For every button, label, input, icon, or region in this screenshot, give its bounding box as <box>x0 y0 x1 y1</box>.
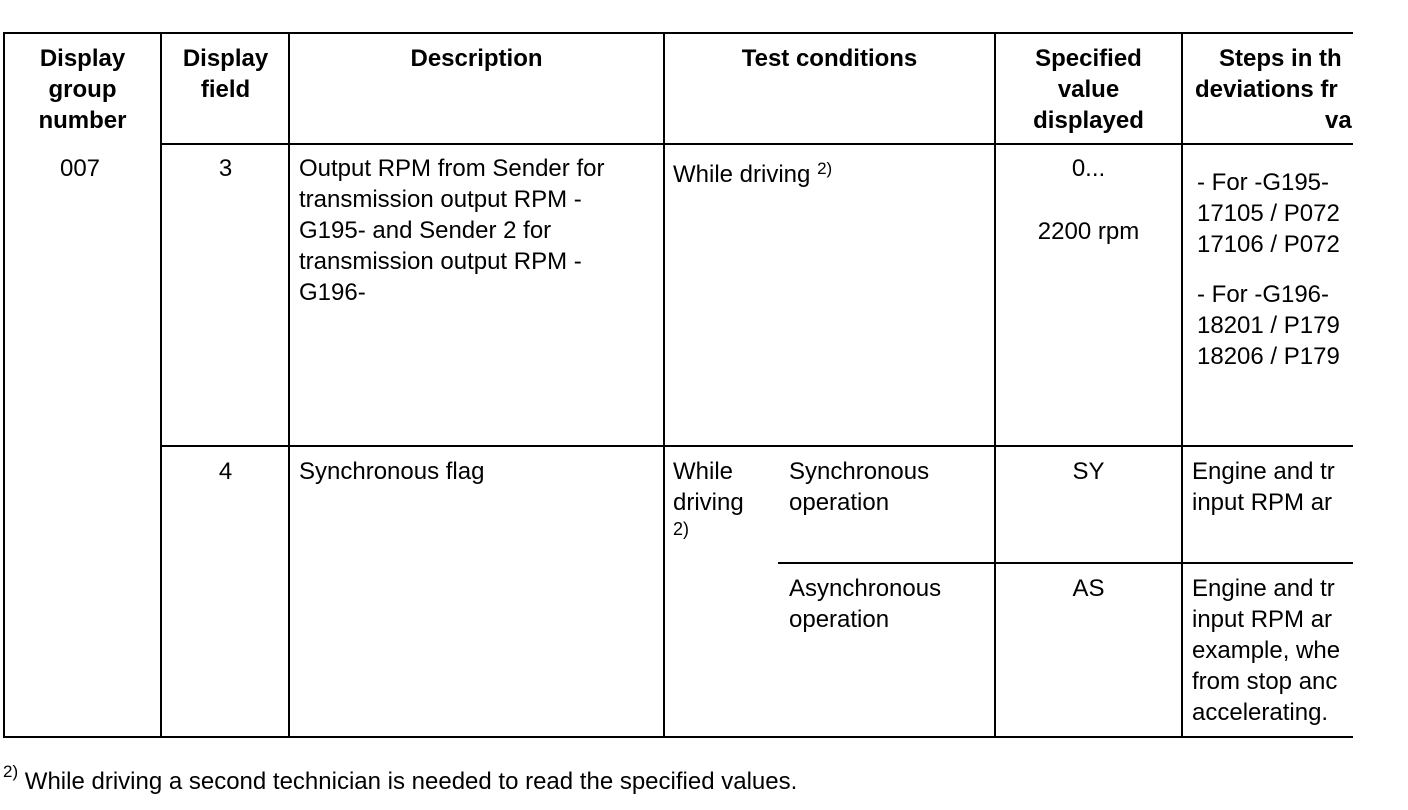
header-field-text: Display field <box>182 45 269 103</box>
header-group-number <box>5 43 160 136</box>
footnote-ref: 2) <box>817 159 833 178</box>
steps-line: - For -G196- <box>1197 281 1330 308</box>
steps-line: 18206 / P179 <box>1197 343 1340 370</box>
steps-line: input RPM ar <box>1192 489 1333 516</box>
col-divider-4 <box>994 32 996 738</box>
table-top-border <box>3 32 1353 34</box>
sub-value-sy: SY <box>1072 458 1105 485</box>
desc-line: transmission output RPM - <box>299 248 582 275</box>
row-field-4: 4 <box>218 458 233 485</box>
steps-line: accelerating. <box>1192 699 1329 726</box>
col-divider-1 <box>160 32 162 738</box>
steps-line: 17106 / P072 <box>1197 231 1340 258</box>
col-divider-2 <box>288 32 290 738</box>
sub-label-line: operation <box>789 606 890 633</box>
row-description-1 <box>299 153 661 308</box>
header-group-text: Display group number <box>38 45 127 134</box>
parameter-table <box>3 32 1353 738</box>
table-bottom-border <box>3 736 1353 738</box>
header-steps-line-2: deviations fr <box>1195 76 1338 103</box>
footnote-ref: 2) <box>673 519 690 539</box>
condition-line: While <box>673 458 734 485</box>
steps-line: from stop anc <box>1192 668 1338 695</box>
row-values-1 <box>996 153 1181 247</box>
header-description: Description <box>410 45 543 72</box>
value-min: 0... <box>1071 155 1106 182</box>
steps-line: Engine and tr <box>1192 458 1335 485</box>
footnote <box>3 762 798 796</box>
header-bottom-rule <box>160 143 1353 145</box>
sub-value-as: AS <box>1072 575 1105 602</box>
sub-label-line: Asynchronous <box>789 575 942 602</box>
row-field-3: 3 <box>218 155 233 182</box>
steps-line: example, whe <box>1192 637 1341 664</box>
footnote-mark: 2) <box>3 762 19 781</box>
col-divider-5 <box>1181 32 1183 738</box>
sub-label-line: Synchronous <box>789 458 930 485</box>
row-description-2: Synchronous flag <box>299 458 485 485</box>
condition-text: While driving <box>673 161 811 188</box>
row-condition-1 <box>673 159 832 190</box>
sub-label-asynchronous <box>789 573 941 635</box>
desc-line: transmission output RPM - <box>299 186 582 213</box>
group-number-cell: 007 <box>59 155 101 182</box>
header-steps-line-1: Steps in th <box>1219 45 1342 72</box>
desc-line: G195- and Sender 2 for <box>299 217 552 244</box>
header-specified-text: Specified value displayed <box>1033 45 1144 134</box>
table-left-border <box>3 32 5 738</box>
steps-line: Engine and tr <box>1192 575 1335 602</box>
value-max: 2200 rpm <box>1037 218 1140 245</box>
desc-line: Output RPM from Sender for <box>299 155 605 182</box>
sub-label-synchronous <box>789 456 929 518</box>
sub-steps-synchronous <box>1192 456 1353 518</box>
steps-line: 18201 / P179 <box>1197 312 1340 339</box>
desc-line: G196- <box>299 279 366 306</box>
steps-line: 17105 / P072 <box>1197 200 1340 227</box>
col-divider-3 <box>663 32 665 738</box>
steps-line: - For -G195- <box>1197 169 1330 196</box>
sub-label-line: operation <box>789 489 890 516</box>
header-steps-line-3: va <box>1325 107 1352 134</box>
header-display-field <box>163 43 288 105</box>
steps-line: input RPM ar <box>1192 606 1333 633</box>
footnote-text: While driving a second technician is needed to read the specified values. <box>24 768 798 795</box>
row-steps-1 <box>1197 167 1353 372</box>
row-condition-2 <box>673 456 744 540</box>
row-divider-1 <box>160 445 1353 447</box>
header-test-conditions: Test conditions <box>741 45 918 72</box>
sub-steps-asynchronous <box>1192 573 1353 728</box>
row-divider-sub <box>778 562 1353 564</box>
header-specified-value <box>996 43 1181 136</box>
header-steps <box>1183 43 1353 136</box>
condition-line: driving <box>673 489 744 516</box>
